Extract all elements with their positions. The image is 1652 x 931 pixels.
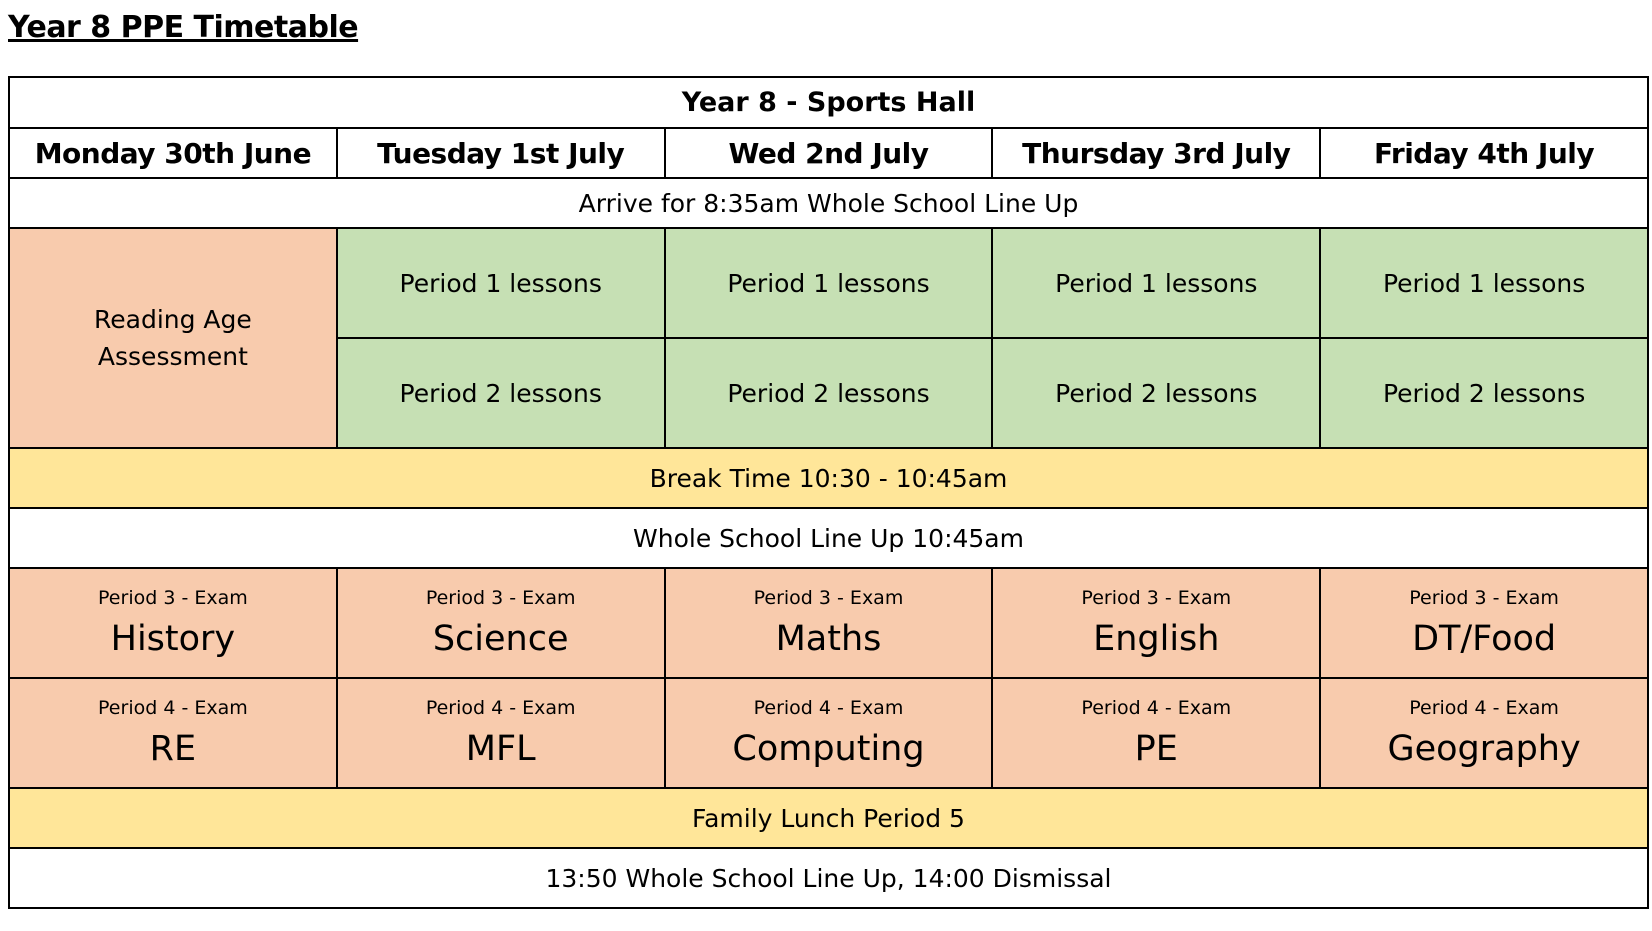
period2-cell: Period 2 lessons <box>992 338 1320 448</box>
reading-age-assessment <box>9 228 337 448</box>
period1-cell: Period 1 lessons <box>665 228 993 338</box>
exam-label: Period 3 - Exam <box>753 587 904 609</box>
exam-label: Period 3 - Exam <box>98 587 248 609</box>
days-row <box>9 128 1648 178</box>
period1-cell: Period 1 lessons <box>337 228 665 338</box>
lineup-banner: Whole School Line Up 10:45am <box>9 508 1648 568</box>
exam-cell <box>1320 678 1648 788</box>
dismissal-banner: 13:50 Whole School Line Up, 14:00 Dismissal <box>9 848 1648 908</box>
arrival-row <box>9 178 1648 228</box>
exam-subject: History <box>110 619 236 659</box>
period4-row <box>9 678 1648 788</box>
exam-subject: MFL <box>465 729 536 769</box>
exam-cell <box>992 568 1320 678</box>
exam-subject: Computing <box>732 729 925 769</box>
reading-age-label: Reading Age Assessment <box>94 304 252 371</box>
exam-label: Period 4 - Exam <box>1081 697 1232 719</box>
arrival-banner: Arrive for 8:35am Whole School Line Up <box>9 178 1648 228</box>
exam-cell <box>9 678 337 788</box>
exam-cell <box>337 678 665 788</box>
exam-subject: DT/Food <box>1412 619 1557 659</box>
exam-label: Period 3 - Exam <box>1081 587 1232 609</box>
exam-label: Period 4 - Exam <box>1409 697 1559 719</box>
exam-cell <box>665 678 993 788</box>
dismissal-row <box>9 848 1648 908</box>
exam-label: Period 4 - Exam <box>425 697 576 719</box>
period1-cell: Period 1 lessons <box>1320 228 1648 338</box>
exam-subject: Science <box>432 619 569 659</box>
exam-subject: Geography <box>1387 729 1581 769</box>
page-title: Year 8 PPE Timetable <box>8 10 359 45</box>
period1-row <box>9 228 1648 338</box>
period3-row <box>9 568 1648 678</box>
exam-subject: Maths <box>775 619 882 659</box>
exam-label: Period 3 - Exam <box>1409 587 1559 609</box>
exam-subject: PE <box>1134 729 1178 769</box>
break-banner: Break Time 10:30 - 10:45am <box>9 448 1648 508</box>
lunch-banner: Family Lunch Period 5 <box>9 788 1648 848</box>
exam-cell <box>1320 568 1648 678</box>
day-header: Wed 2nd July <box>665 128 993 178</box>
venue-row <box>9 77 1648 128</box>
lineup-row <box>9 508 1648 568</box>
period2-cell: Period 2 lessons <box>665 338 993 448</box>
break-row <box>9 448 1648 508</box>
exam-label: Period 4 - Exam <box>98 697 248 719</box>
period2-cell: Period 2 lessons <box>1320 338 1648 448</box>
exam-label: Period 3 - Exam <box>425 587 576 609</box>
exam-subject: RE <box>149 729 197 769</box>
day-header: Tuesday 1st July <box>337 128 665 178</box>
exam-label: Period 4 - Exam <box>753 697 904 719</box>
period1-cell: Period 1 lessons <box>992 228 1320 338</box>
venue-heading: Year 8 - Sports Hall <box>9 77 1648 128</box>
exam-subject: English <box>1093 619 1220 659</box>
day-header: Thursday 3rd July <box>992 128 1320 178</box>
exam-cell <box>9 568 337 678</box>
lunch-row <box>9 788 1648 848</box>
period2-cell: Period 2 lessons <box>337 338 665 448</box>
timetable <box>8 76 1649 909</box>
day-header: Friday 4th July <box>1320 128 1648 178</box>
exam-cell <box>337 568 665 678</box>
exam-cell <box>665 568 993 678</box>
exam-cell <box>992 678 1320 788</box>
day-header: Monday 30th June <box>9 128 337 178</box>
